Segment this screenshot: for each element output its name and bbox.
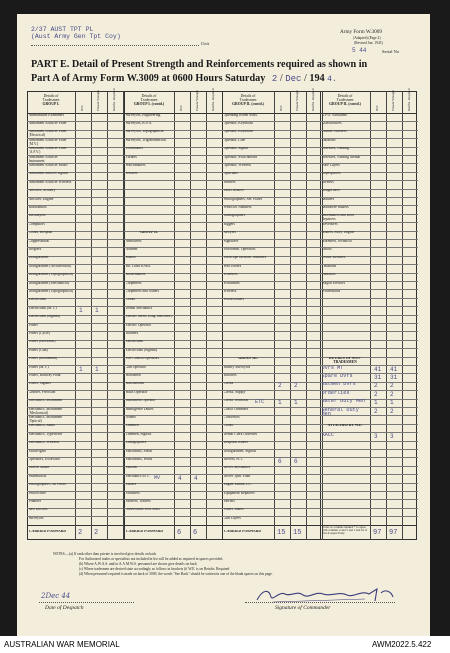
- trade-label: Mechanics, Radio: [28, 424, 56, 428]
- trade-label: Blt. Coml'n Asst.: [125, 264, 151, 268]
- typed-value: 2: [374, 382, 378, 390]
- trade-label: Fire Control Operators: [125, 357, 160, 361]
- form-sheet: [17, 14, 430, 636]
- carried-forward-label: CARRIED FORWARD: [224, 529, 262, 533]
- trade-label: General Duty Men: [321, 407, 359, 416]
- typed-annotation: ETC: [255, 399, 265, 406]
- trade-label: Despatch Riders: [223, 441, 248, 445]
- trade-label: Surveyors, Trigonometrical: [125, 138, 167, 142]
- trade-label: Operator, Keyboard: [223, 122, 253, 125]
- trade-label: Electricians (Signals): [125, 348, 158, 352]
- column-header-we-1: W.E.: [179, 104, 183, 111]
- trade-label: Hulls Operator: [125, 390, 148, 394]
- trade-label: Photographers, Air Photo: [28, 483, 66, 487]
- tradesmen-label: Tradesmen: [239, 98, 257, 103]
- trade-label: Toolmakers: [125, 147, 143, 151]
- trade-label: Surveyors, Topographical: [125, 130, 164, 134]
- report-date-day: 2: [271, 74, 278, 84]
- trade-label: Shoemakers and Boot Repairers: [321, 214, 354, 222]
- trade-label: Farriers: [223, 500, 235, 503]
- trade-label: Woodworkers: [223, 298, 245, 302]
- trade-label: Carpenters and Joiners: [125, 290, 160, 293]
- trade-label: Mechanics, Instrument (Mechanical): [28, 407, 63, 415]
- column-header-present-2: Present Strength: [295, 90, 299, 111]
- trade-label: Gun Layers: [223, 516, 241, 520]
- trade-label: Armament Artificer Fitter (M.V.): [28, 138, 67, 146]
- row-rule: [320, 449, 418, 450]
- trade-label: Wireless: [223, 290, 237, 293]
- trade-label: Fitters (Gun): [28, 348, 48, 352]
- trade-label: Wagon Erectors: [321, 281, 346, 285]
- form-subtitle-2: (Revised Jan. 1943): [354, 41, 383, 45]
- typed-value: 1: [374, 399, 378, 407]
- column-header-reinf-2: Reinfts. Required: [311, 88, 315, 111]
- column-header-reinf-3: Reinfts. Required: [407, 88, 411, 111]
- row-rule: [124, 516, 222, 517]
- trade-label: Leather Stitchers: [321, 130, 347, 134]
- trade-label: Turners: [125, 155, 137, 159]
- report-date-year: 194: [309, 73, 325, 84]
- trade-label: Joiners: [125, 416, 136, 419]
- column-header-present-1: Present Strength: [195, 90, 199, 111]
- typed-value: 2: [390, 382, 394, 390]
- trade-label: ATTACHED BY W.E.: [327, 424, 363, 428]
- row-rule: [222, 323, 322, 324]
- row-rule: [320, 499, 418, 500]
- trade-label: Opticians: [223, 172, 238, 176]
- trade-label: Riveters: [321, 180, 334, 184]
- column-header-details-0: [28, 94, 74, 107]
- trade-label: Tailors: [321, 248, 332, 251]
- trade-label: Sawyers: [223, 231, 236, 235]
- trade-label: Mechanics, Instrument (Optical): [28, 416, 63, 423]
- row-rule: [320, 516, 418, 517]
- trade-label: Electricians (Signals): [28, 315, 61, 319]
- despatch-date: 2Dec 44: [41, 592, 71, 600]
- trade-label: Orderlies, Nursing: [321, 147, 349, 151]
- trade-label: Mechanics M.V.: [125, 474, 150, 478]
- despatch-label: Date of Despatch: [45, 605, 84, 611]
- typed-value: 2: [278, 382, 282, 390]
- trade-label: Mechanics, Instrument: [28, 399, 63, 403]
- memorial-credit: AUSTRALIAN WAR MEMORIAL: [4, 640, 120, 649]
- trade-label: Storemen, Technical: [321, 239, 352, 243]
- trade-label: Plate Layers: [321, 164, 340, 167]
- column-header-reinf-1: Reinfts. Required: [211, 88, 215, 111]
- trade-label: Equipment Repairers: [223, 491, 255, 495]
- trade-label: Electricians (M.V.): [28, 306, 57, 310]
- row-rule: [320, 508, 418, 509]
- trade-label: Fitters (Instrument): [28, 357, 58, 361]
- trade-label: Glassworkers: [321, 122, 342, 125]
- trade-label: Grinder, Precision: [28, 390, 56, 394]
- typed-value: 6: [294, 457, 298, 465]
- tradesmen-label: Tradesmen: [336, 98, 354, 103]
- group-label: GROUP II. (contd.): [329, 102, 361, 107]
- column-header-present-0: Present Strength: [96, 90, 100, 111]
- trade-label: Photographers, Ser. Plates: [223, 197, 263, 201]
- part-e-title-text: Part A of Army Form W.3009 at 0600 Hours Saturday: [31, 73, 266, 84]
- trade-label: G.P.O. Assistants: [321, 113, 347, 117]
- typed-value: 3: [390, 432, 394, 440]
- trade-label: Artificer, Artillery: [28, 189, 56, 193]
- trade-label: Orderlies, Nursing Mental: [321, 155, 361, 159]
- typed-value: 2: [374, 390, 378, 398]
- trade-label: Stokers, Stoly. Engine: [321, 231, 355, 235]
- trade-label: Telecomm. Operators: [223, 248, 256, 251]
- trade-label: Operating Room Assts.: [223, 113, 258, 117]
- row-rule: [124, 214, 222, 215]
- trade-label: Fitters, Signals: [28, 382, 51, 386]
- trade-label: Batmen Dvrs: [321, 382, 356, 388]
- carried-forward-value: 6: [177, 528, 182, 537]
- typed-value: 4: [178, 474, 182, 482]
- trade-label: Driver Tptn. Plant: [223, 474, 251, 478]
- details-of-label: Details of: [337, 94, 353, 98]
- row-rule: [320, 298, 418, 299]
- row-rule: [320, 491, 418, 492]
- trade-label: Clerks: [223, 382, 234, 386]
- trade-label: Armament Artificer Instrument: [28, 155, 58, 163]
- column-header-we-2: W.E.: [279, 104, 283, 111]
- trade-label: Stevedores: [321, 222, 338, 226]
- typed-value: 2: [374, 407, 378, 415]
- trade-label: Fitters: [28, 323, 38, 327]
- trade-label: Hutchinsons: [125, 382, 144, 386]
- row-rule: [320, 315, 418, 316]
- trade-label: Coppersmiths: [28, 239, 49, 243]
- trade-label: Battery Surveyors: [223, 365, 251, 369]
- trade-label: Fitters (Cycle): [28, 332, 50, 335]
- row-rule: [320, 306, 418, 307]
- note-3: (c) Where tradesmen are desired state accordingly as follows in brackets (if W.E. is on Reinfts. Required: [79, 567, 230, 571]
- trade-label: Armourers: [125, 239, 142, 243]
- trade-label: Computors: [28, 222, 45, 226]
- trade-label: Armament Artificer Fitter: [28, 122, 67, 125]
- trade-label: Predictor Numbers: [223, 206, 252, 209]
- details-of-label: Details of: [240, 94, 256, 98]
- part-e-title-line-1: PART E. Detail of Present Strength and Reinforcements required as shown in: [31, 59, 368, 70]
- despatch-rule: [39, 602, 134, 603]
- trade-label: Draughtsmen, Signals: [223, 449, 257, 453]
- trade-label: Masseurs: [321, 138, 336, 142]
- column-header-details-2: [223, 94, 273, 107]
- tradesmen-label: Tradesmen: [42, 98, 60, 103]
- report-date-year-suffix: 4.: [327, 75, 337, 84]
- trade-label: Valuators: [321, 273, 336, 277]
- trade-label: Bricklayers: [28, 214, 46, 218]
- trade-label: Ammunition Examiners: [28, 113, 65, 117]
- serial-number: 5 44: [352, 47, 367, 54]
- trade-label: Draughtsmen (Mechanical): [28, 281, 69, 285]
- trade-label: Lithographers: [125, 441, 147, 445]
- catalogue-number: AWM2022.5.422: [372, 640, 432, 649]
- trade-label: Operator, Line: [223, 138, 246, 142]
- trade-label: Welders: [125, 172, 138, 176]
- trade-label: Operator, Signal: [223, 147, 248, 151]
- trade-label: Machinists, Metal: [125, 449, 153, 453]
- trade-label: Fitters, Railway Plant: [28, 374, 61, 377]
- trade-label: Armament artificer signals: [28, 172, 69, 176]
- typed-value: 31: [374, 373, 382, 381]
- trade-label: Saddletree makers: [321, 206, 349, 209]
- column-header-we-3: W.E.: [375, 104, 379, 111]
- trade-label: Water Duty Men: [321, 399, 366, 405]
- trade-label: Mechanics, Wireless: [28, 441, 60, 445]
- carried-forward-value: 2: [94, 528, 99, 537]
- typed-value: 1: [278, 399, 282, 407]
- trade-label: Armament Artificer Radio: [28, 164, 68, 167]
- trade-label: Millwrights: [28, 449, 46, 453]
- group-label: GROUP I. (contd.): [133, 102, 165, 107]
- typed-value: 41: [390, 365, 398, 373]
- trade-label: Fitters (M.V.): [28, 365, 49, 369]
- typed-value: 3: [374, 432, 378, 440]
- trade-label: Draughtsmen: [28, 256, 49, 260]
- row-rule: [320, 415, 418, 416]
- trade-label: Operator, Wireless: [223, 164, 251, 167]
- form-subtitle-1: (Adapted) (Page 2): [353, 36, 381, 40]
- row-rule: [222, 348, 322, 349]
- note-0: NOTES.—(a) If rank other than private is involved give details on back: [53, 552, 157, 556]
- trade-label: Mechanics, Typewriter: [28, 432, 63, 436]
- trade-label: Engine Hands, I.C.: [223, 483, 252, 487]
- group-label: GROUP I.: [42, 102, 60, 107]
- trade-label: Pharmacists: [28, 474, 47, 478]
- row-rule: [320, 474, 418, 475]
- trade-label: Panel Beaters: [223, 189, 244, 193]
- trade-label: Blacksmiths: [28, 206, 47, 209]
- trade-label: AACC: [321, 432, 334, 438]
- typed-value: 6: [278, 457, 282, 465]
- carried-forward-value: 97: [373, 528, 382, 537]
- report-date-month: Dec: [285, 74, 302, 84]
- trade-label: Clerks, Supply: [223, 390, 246, 394]
- trade-label: Textile Refitters: [321, 256, 346, 260]
- trade-label: Riggers: [223, 222, 235, 226]
- note-2: (b) Where A.W.A.S. and/or A.A.M.W.S. personnel are shown give details on back: [79, 562, 197, 566]
- trade-label: Drainers: [125, 332, 139, 335]
- trade-label: Cooks: [223, 424, 233, 428]
- column-header-reinf-0: Reinfts. Required: [112, 88, 116, 111]
- trade-label: Masons: [125, 466, 137, 470]
- trade-label: Diegrers: [28, 248, 42, 251]
- carried-forward-label: Totals of columns marked * to agree with columns 4 and 5 and 1 and 16 of Part A respectively: [322, 525, 368, 535]
- typed-value: 41: [374, 365, 382, 373]
- trade-label: Assmen: [125, 248, 138, 251]
- typed-value: 1: [294, 399, 298, 407]
- trade-label: Orderlies: [321, 390, 350, 396]
- trade-label: Cooks: [125, 298, 135, 302]
- trade-label: Roughriders: [321, 189, 340, 193]
- row-rule: [320, 483, 418, 484]
- trade-label: Instrument Operator: [125, 399, 156, 403]
- signature-rule: [245, 602, 395, 603]
- carried-forward-label: CARRIED FORWARD: [29, 529, 67, 533]
- row-rule: [320, 340, 418, 341]
- trade-label: Carpenters: [125, 281, 142, 285]
- part-e-title-line-2: Part A of Army Form W.3009 at 0600 Hours Saturday 2 / Dec / 194 4.: [31, 73, 337, 84]
- trade-label: Linemen: [125, 424, 139, 428]
- trade-label: Pattern Maker: [28, 466, 50, 470]
- trade-label: Winchmen: [223, 281, 240, 285]
- row-rule: [222, 331, 322, 332]
- trade-label: Surveyors: [28, 516, 44, 520]
- trade-label: Draughtsmen (Architectural): [28, 264, 72, 268]
- details-of-label: Details of: [141, 94, 157, 98]
- unit-line-2: (Aust Army Gen Tpt Coy): [31, 33, 121, 40]
- carried-forward-value: 6: [193, 528, 198, 537]
- trade-label: Intelligence Duties: [125, 407, 154, 411]
- typed-annotation: MV: [154, 474, 161, 481]
- row-rule: [320, 323, 418, 324]
- row-rule: [222, 340, 322, 341]
- trade-label: GROUP III.: [238, 357, 258, 361]
- row-rule: [222, 306, 322, 307]
- carried-forward-value: 2: [78, 528, 83, 537]
- trade-label: Wheelers: [223, 273, 238, 277]
- trade-label: Surveyors, R.S.A.: [125, 122, 153, 125]
- trade-label: Electric Operator: [125, 323, 151, 327]
- trade-label: Armament Artificer Fitter (Electrical): [28, 130, 67, 138]
- trade-label: Saw Doctors: [28, 508, 48, 512]
- trade-label: Spare Dvrs: [321, 374, 353, 379]
- unit-rule: [31, 45, 199, 46]
- typed-value: 1: [390, 399, 394, 407]
- trade-label: Artificer, Engine: [28, 197, 54, 201]
- carried-forward-value: 15: [293, 528, 302, 537]
- trade-label: Boilermakers: [125, 273, 146, 277]
- archive-footer: [0, 636, 450, 653]
- typed-value: 4: [194, 474, 198, 482]
- trade-label: Electric Mech. (Eng. and Med.): [125, 315, 173, 319]
- group-label: GROUP II. (contd.): [232, 102, 264, 107]
- strength-table: [27, 88, 417, 572]
- signature-label: Signature of Commander: [275, 605, 331, 611]
- column-header-present-3: Present Strength: [391, 90, 395, 111]
- row-rule: [320, 441, 418, 442]
- carried-forward-value: 97: [389, 528, 398, 537]
- trade-label: Linemen, Signals: [125, 432, 152, 436]
- trade-label: Coach Trimmers: [223, 407, 249, 411]
- carried-forward-value: 15: [277, 528, 286, 537]
- trade-label: Fitters (Electrical): [28, 340, 56, 344]
- trade-label: Gun Operator: [125, 365, 146, 369]
- typed-value: 2: [390, 390, 394, 398]
- trade-label: Dental Clerk Orderlies: [223, 432, 258, 436]
- column-header-details-1: [125, 94, 173, 107]
- row-rule: [320, 348, 418, 349]
- row-rule: [124, 222, 222, 223]
- typed-value: 2: [390, 407, 394, 415]
- trade-label: Moulders: [125, 491, 140, 495]
- trade-label: Butchers: [223, 374, 237, 377]
- row-rule: [124, 197, 222, 198]
- trade-label: Millers: [125, 483, 137, 487]
- trade-label: Watchmakers: [125, 164, 146, 167]
- note-1: For Authorized trades or specialists not included in list will be added as required in spaces provided.: [79, 557, 224, 561]
- typed-value: 1: [79, 365, 83, 373]
- trade-label: Signallers: [223, 239, 239, 243]
- trade-label: DETAILS OF NON-TRADESMEN: [328, 357, 362, 365]
- trade-label: Well Borers: [223, 264, 242, 268]
- form-title: Army Form W.3009: [340, 29, 382, 35]
- tradesmen-label: Tradesmen: [140, 98, 158, 103]
- trade-label: Plumber: [28, 500, 41, 503]
- trade-label: Saddlers: [321, 197, 335, 201]
- trade-label: Hatchmen: [125, 374, 141, 377]
- row-rule: [222, 315, 322, 316]
- typed-value: 1: [95, 365, 99, 373]
- trade-label: Tinsmiths: [321, 264, 337, 268]
- unit-label: Unit: [201, 41, 210, 46]
- row-rule: [320, 457, 418, 458]
- serial-label: Serial No: [382, 49, 400, 54]
- trade-label: Painters, Trained: [125, 500, 151, 503]
- unit-line-1: 2/37 AUST TPT PL: [31, 26, 94, 33]
- row-rule: [124, 180, 222, 181]
- trade-label: Bakers: [125, 256, 136, 260]
- trade-label: Driver Mechanics: [223, 466, 251, 470]
- trade-label: Operators, Excavator: [28, 458, 60, 461]
- trade-label: Operator, Keyboard: [223, 130, 253, 134]
- note-4: (d) When personnel required is made on back of 3009, the words "See Back" should be written in one of the blank spaces on this page.: [79, 572, 273, 576]
- row-rule: [124, 205, 222, 206]
- trade-label: Surveyors, Engineering: [125, 113, 161, 117]
- trade-label: Electricians: [125, 340, 143, 344]
- trade-label: Fitters' Mates: [223, 508, 244, 512]
- carried-forward-label: CARRIED FORWARD: [126, 529, 164, 533]
- trade-label: Radiographers: [223, 214, 246, 218]
- row-rule: [320, 331, 418, 332]
- trade-label: Operator, Switchboard: [223, 155, 257, 159]
- trade-label: Drivers, H.T.: [223, 458, 243, 461]
- typed-value: 1: [79, 306, 83, 314]
- trade-label: Whitesmiths: [321, 290, 341, 293]
- trade-label: Painters: [223, 180, 236, 184]
- trade-label: Armament Artificer Fitter (A.F.V.): [28, 147, 67, 155]
- trade-label: Cooks, Hospital: [28, 231, 53, 235]
- column-header-details-3: [321, 94, 369, 107]
- column-header-we-0: W.E.: [80, 104, 84, 111]
- details-of-label: Details of: [43, 94, 59, 98]
- trade-label: Ropesplicers: [321, 172, 341, 176]
- trade-label: Machinists, Wood: [125, 458, 153, 461]
- trade-label: Observation Post Assts.: [125, 508, 161, 512]
- trade-label: Armament Artificer Wireless: [28, 180, 72, 184]
- trade-label: Dvrs MT: [321, 365, 344, 371]
- trade-label: Concretors: [223, 416, 240, 419]
- trade-label: Photowriter: [28, 491, 46, 495]
- row-rule: [320, 466, 418, 467]
- typed-value: 2: [294, 382, 298, 390]
- trade-label: Draughtsmen (Topographical): [28, 290, 73, 293]
- trade-label: Dental Mechanics: [125, 306, 153, 310]
- trade-label: Electricians: [28, 298, 46, 302]
- trade-label: Draughtsmen (Topographical): [28, 273, 73, 277]
- trade-label: Clerks Technical: [223, 399, 249, 403]
- trade-label: GROUP II.: [140, 231, 158, 235]
- typed-value: 31: [390, 373, 398, 381]
- row-rule: [124, 189, 222, 190]
- trade-label: Telescope Identifn. Numbers: [223, 256, 267, 260]
- typed-value: 1: [95, 306, 99, 314]
